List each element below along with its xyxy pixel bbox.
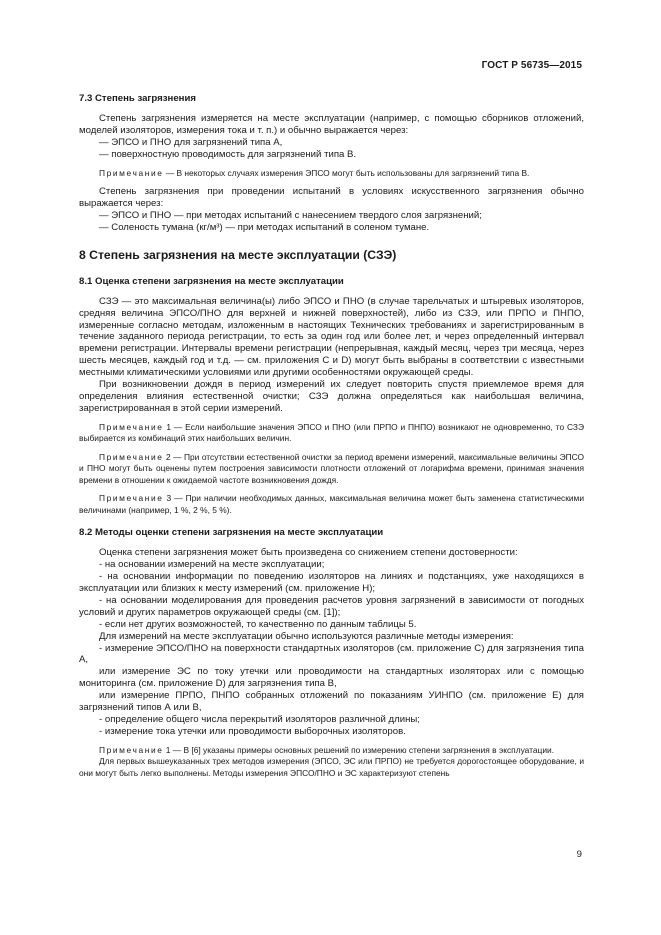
list-item: — Соленость тумана (кг/м³) — при методах испытаний в соленом тумане. <box>99 221 430 233</box>
note-label: Примечание <box>99 744 164 755</box>
list-item: - измерение тока утечки или проводимости выборочных изоляторов. <box>99 725 406 737</box>
note <box>79 493 584 516</box>
note-text: 3 — При наличии необходимых данных, максимальная величина может быть заменена статистическими величинами (например, 1 %, 2 %, 5 %). <box>79 493 584 515</box>
list-item: - на основании моделирования для проведения расчетов уровня загрязнений в зависимости от погодных условий и других параметров окружающей среды (см. [1]); <box>79 594 584 618</box>
note <box>79 168 584 180</box>
list-item: - если нет других возможностей, то качественно по данным таблицы 5. <box>99 618 417 630</box>
paragraph: СЗЭ — это максимальная величина(ы) либо ЭПСО и ПНО (в случае тарельчатых и штыревых изоляторов, средняя величина ЭПСО/ПНО для верхней и нижней поверхностей), либо из СЗЭ, или ПРПО и ПНПО, измеренные согласно методам, изложенным в настоящих Технических требованиях и зарегистрированным в течение заданного периода регистрации, то есть за один год или более лет, и через определенный интервал времени регистрации. Интервалы времени регистрации (непрерывная, каждый месяц, через три месяца, через шесть месяцев, каждый год и т.д. — см. приложения С и D) могут быть выбраны в соответствии с известными местными климатическими условиями или другими особенностями окружающей среды. <box>79 295 584 379</box>
note-label: Примечание <box>99 451 164 462</box>
list-item: - на основании информации по поведению изоляторов на линиях и подстанциях, уже находящихся в эксплуатации или близких к месту измерений (см. приложение Н); <box>79 571 584 595</box>
note <box>79 745 584 757</box>
paragraph: При возникновении дождя в период измерений их следует повторить спустя приемлемое время для определения влияния естественной очистки; СЗЭ должна определяться как наибольшая величина, зарегистрированная в этой серии измерений. <box>79 379 584 414</box>
note-text: 2 — При отсутствии естественной очистки за период времени измерений, максимальные величины ЭПСО и ПНО могут быть оценены путем построения зависимости плотности отложений от логарифма времени, принимая значения времени в отношении к ожидаемой частоте возникновения дождя. <box>79 451 584 485</box>
section-8-2-title: 8.2 Методы оценки степени загрязнения на месте эксплуатации <box>79 527 384 539</box>
note <box>79 422 584 445</box>
list-item: — ЭПСО и ПНО для загрязнений типа А, <box>99 136 283 148</box>
note-continuation: Для первых вышеуказанных трех методов измерения (ЭПСО, ЭС или ПРПО) не требуется дорогостоящее оборудование, и они могут быть легко выполнены. Методы измерения ЭПСО/ПНО и ЭС характеризуют степень <box>79 756 584 778</box>
list-item: или измерение ПРПО, ПНПО собранных отложений по показаниям УИНПО (см. приложение Е) для загрязнений типов А или В, <box>79 690 584 714</box>
page-number: 9 <box>576 849 582 860</box>
paragraph: Для измерений на месте эксплуатации обычно используются различные методы измерения: <box>99 630 514 642</box>
paragraph: Оценка степени загрязнения может быть произведена со снижением степени достоверности: <box>99 547 518 559</box>
paragraph: Степень загрязнения при проведении испытаний в условиях искусственного загрязнения обычно выражается через: <box>79 186 584 210</box>
page-content <box>79 92 584 779</box>
note <box>79 452 584 487</box>
section-8-title: 8 Степень загрязнения на месте эксплуатации (СЗЭ) <box>79 247 397 262</box>
list-item: - на основании измерений на месте эксплуатации; <box>99 559 325 571</box>
note-text: 1 — В [6] указаны примеры основных решений по измерению степени загрязнения в эксплуатации. <box>163 744 555 755</box>
section-8-1-title: 8.1 Оценка степени загрязнения на месте эксплуатации <box>79 275 344 287</box>
note-label: Примечание <box>99 167 164 178</box>
list-item: — поверхностную проводимость для загрязнений типа В. <box>99 148 357 160</box>
list-item: - определение общего числа перекрытий изоляторов различной длины; <box>99 714 420 725</box>
standard-number: ГОСТ Р 56735—2015 <box>481 60 582 71</box>
section-7-3-title: 7.3 Степень загрязнения <box>79 93 196 104</box>
list-item: - измерение ЭПСО/ПНО на поверхности стандартных изоляторов (см. приложение С) для загрязнения типа А, <box>79 642 584 666</box>
paragraph: Степень загрязнения измеряется на месте эксплуатации (например, с помощью сборников отложений, моделей изоляторов, измерения тока и т. п.) и обычно выражается через: <box>79 113 584 136</box>
note-label: Примечание <box>99 421 164 432</box>
list-item: или измерение ЭС по току утечки или проводимости на стандартных изоляторах или с помощью мониторинга (см. приложение D) для загрязнения типа В, <box>79 666 584 690</box>
list-item: — ЭПСО и ПНО — при методах испытаний с нанесением твердого слоя загрязнений; <box>99 209 482 221</box>
note-text: 1 — Если наибольшие значения ЭПСО и ПНО (или ПРПО и ПНПО) возникают не одновременно, то СЗЭ выбирается из комбинаций этих наибольших величин. <box>79 421 584 444</box>
note-label: Примечание <box>99 493 164 504</box>
note-text: — В некоторых случаях измерения ЭПСО могут быть использованы для загрязнений типа В. <box>163 167 530 178</box>
